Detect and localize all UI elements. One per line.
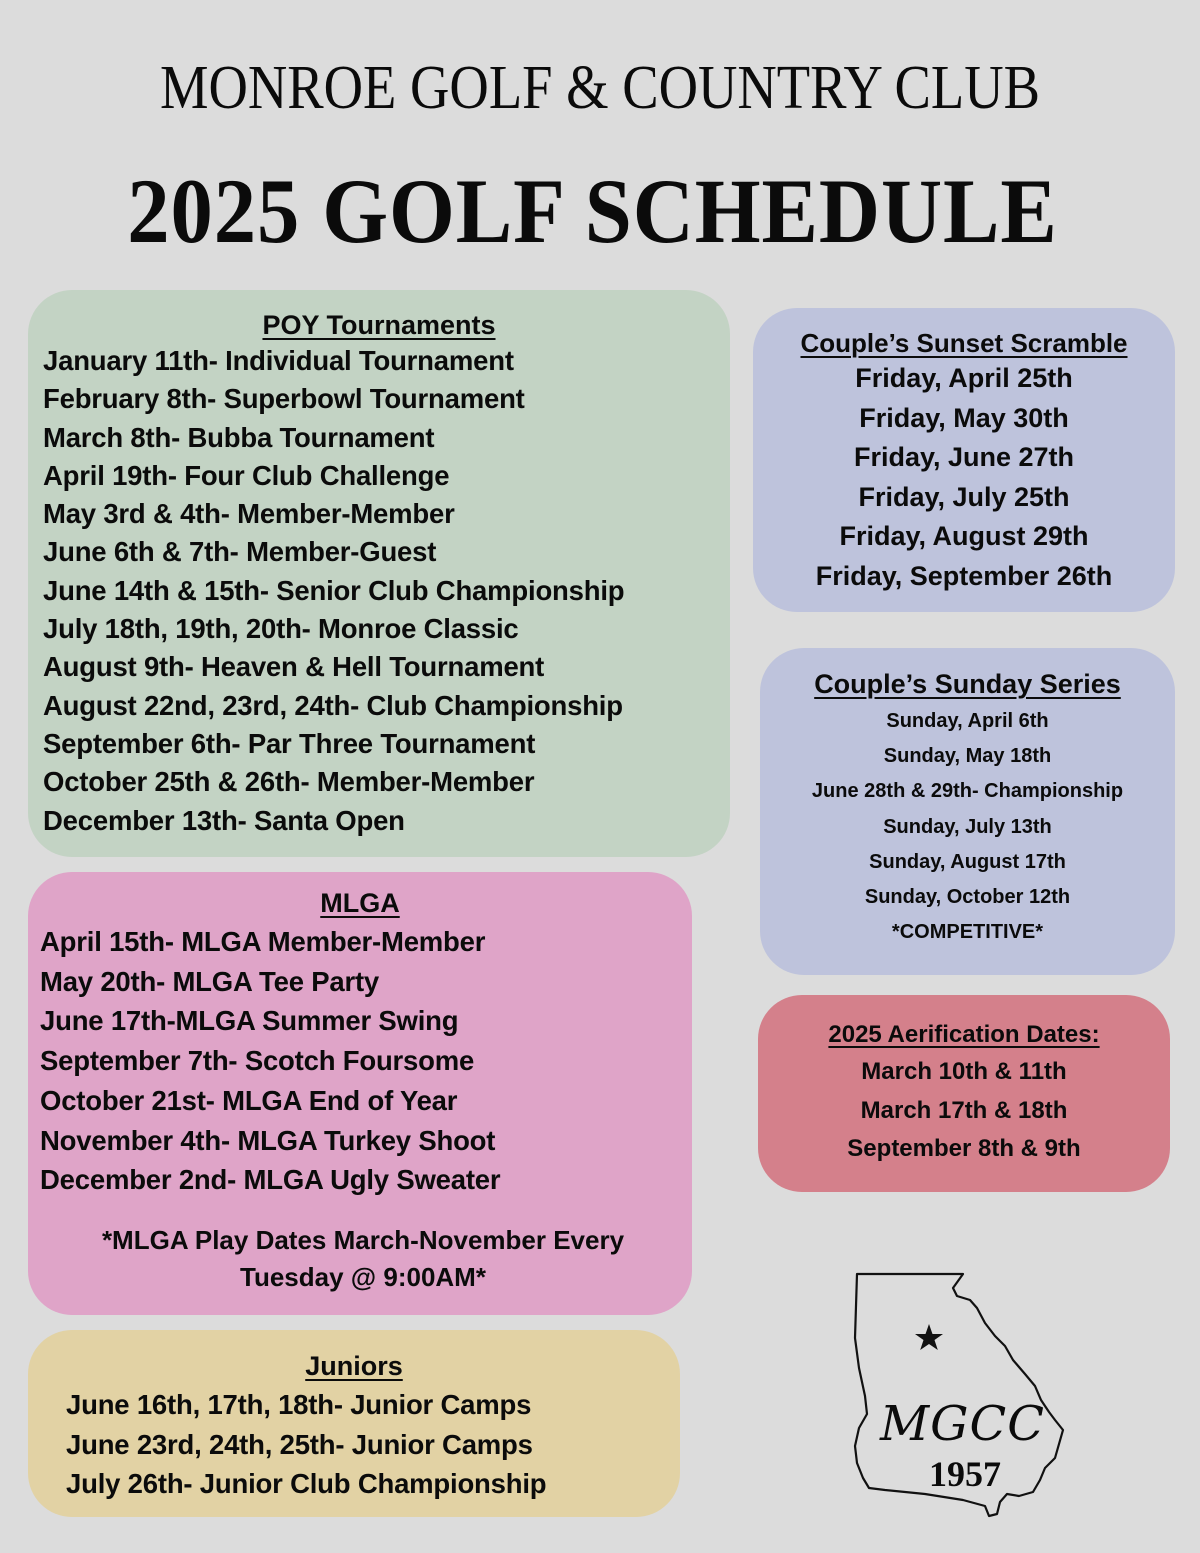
list-item: October 25th & 26th- Member-Member <box>43 766 535 798</box>
list-item: Friday, August 29th <box>839 521 1089 552</box>
list-item: June 16th, 17th, 18th- Junior Camps <box>66 1389 532 1420</box>
list-item: March 10th & 11th <box>861 1058 1067 1085</box>
list-item: Sunday, April 6th <box>886 710 1049 732</box>
sunday-series-card <box>760 648 1175 975</box>
mlga-title: MLGA <box>320 888 400 918</box>
mlga-list <box>40 922 692 1200</box>
juniors-title: Juniors <box>305 1351 403 1381</box>
list-item: September 7th- Scotch Foursome <box>40 1045 475 1077</box>
poy-tournaments-list <box>43 342 730 840</box>
list-item: January 11th- Individual Tournament <box>43 345 514 376</box>
list-item: June 17th-MLGA Summer Swing <box>40 1005 459 1037</box>
club-name: MONROE GOLF & COUNTRY CLUB <box>159 54 1041 122</box>
schedule-title: 2025 GOLF SCHEDULE <box>127 160 1058 262</box>
list-item: September 6th- Par Three Tournament <box>43 727 536 759</box>
list-item: Sunday, July 13th <box>883 815 1052 838</box>
list-item: December 2nd- MLGA Ugly Sweater <box>40 1164 501 1196</box>
list-item: June 23rd, 24th, 25th- Junior Camps <box>66 1428 533 1460</box>
list-item: May 20th- MLGA Tee Party <box>40 965 380 997</box>
list-item: Friday, September 26th <box>815 560 1113 591</box>
list-item: Friday, June 27th <box>853 442 1075 473</box>
logo-monogram: MGCC <box>880 1396 1045 1452</box>
list-item: March 17th & 18th <box>860 1096 1068 1124</box>
aerification-title: 2025 Aerification Dates: <box>828 1021 1100 1048</box>
aerification-card <box>758 995 1170 1192</box>
sunset-scramble-card <box>753 308 1175 612</box>
list-item: October 21st- MLGA End of Year <box>40 1084 458 1116</box>
list-item: August 22nd, 23rd, 24th- Club Championship <box>43 689 623 721</box>
sunday-series-list <box>760 704 1175 950</box>
list-item: June 14th & 15th- Senior Club Championship <box>43 574 625 606</box>
list-item: August 9th- Heaven & Hell Tournament <box>43 651 545 683</box>
star-icon <box>915 1324 943 1350</box>
list-item: July 18th, 19th, 20th- Monroe Classic <box>43 613 519 645</box>
list-item: Friday, April 25th <box>855 363 1073 393</box>
list-item: February 8th- Superbowl Tournament <box>43 383 525 415</box>
list-item: September 8th & 9th <box>847 1135 1081 1162</box>
list-item: Friday, May 30th <box>859 402 1069 433</box>
competitive-note: *COMPETITIVE* <box>891 921 1044 944</box>
poy-tournaments-card <box>28 290 730 857</box>
logo-year: 1957 <box>929 1454 1001 1494</box>
aerification-list <box>758 1053 1170 1169</box>
list-item: November 4th- MLGA Turkey Shoot <box>40 1124 496 1156</box>
list-item: Sunday, October 12th <box>864 886 1071 909</box>
list-item: June 6th & 7th- Member-Guest <box>43 536 437 568</box>
list-item: December 13th- Santa Open <box>43 804 405 836</box>
list-item: Sunday, August 17th <box>869 850 1066 873</box>
mgcc-logo <box>845 1268 1070 1530</box>
mlga-card <box>28 872 692 1315</box>
poy-tournaments-title: POY Tournaments <box>262 310 496 340</box>
list-item: May 3rd & 4th- Member-Member <box>43 498 455 530</box>
juniors-card <box>28 1330 680 1517</box>
list-item: March 8th- Bubba Tournament <box>43 421 435 453</box>
list-item: July 26th- Junior Club Championship <box>66 1468 547 1499</box>
sunset-scramble-list <box>753 359 1175 597</box>
list-item: Sunday, May 18th <box>883 745 1052 768</box>
sunday-series-title: Couple’s Sunday Series <box>814 669 1121 699</box>
mlga-play-dates-note: *MLGA Play Dates March-November Every Tuesday @ 9:00AM* <box>101 1224 625 1292</box>
list-item: Friday, July 25th <box>858 481 1070 512</box>
sunset-scramble-title: Couple’s Sunset Scramble <box>800 328 1128 358</box>
list-item: April 19th- Four Club Challenge <box>43 459 450 491</box>
list-item: June 28th & 29th- Championship <box>811 780 1124 803</box>
list-item: April 15th- MLGA Member-Member <box>40 926 486 957</box>
juniors-list <box>66 1385 680 1504</box>
